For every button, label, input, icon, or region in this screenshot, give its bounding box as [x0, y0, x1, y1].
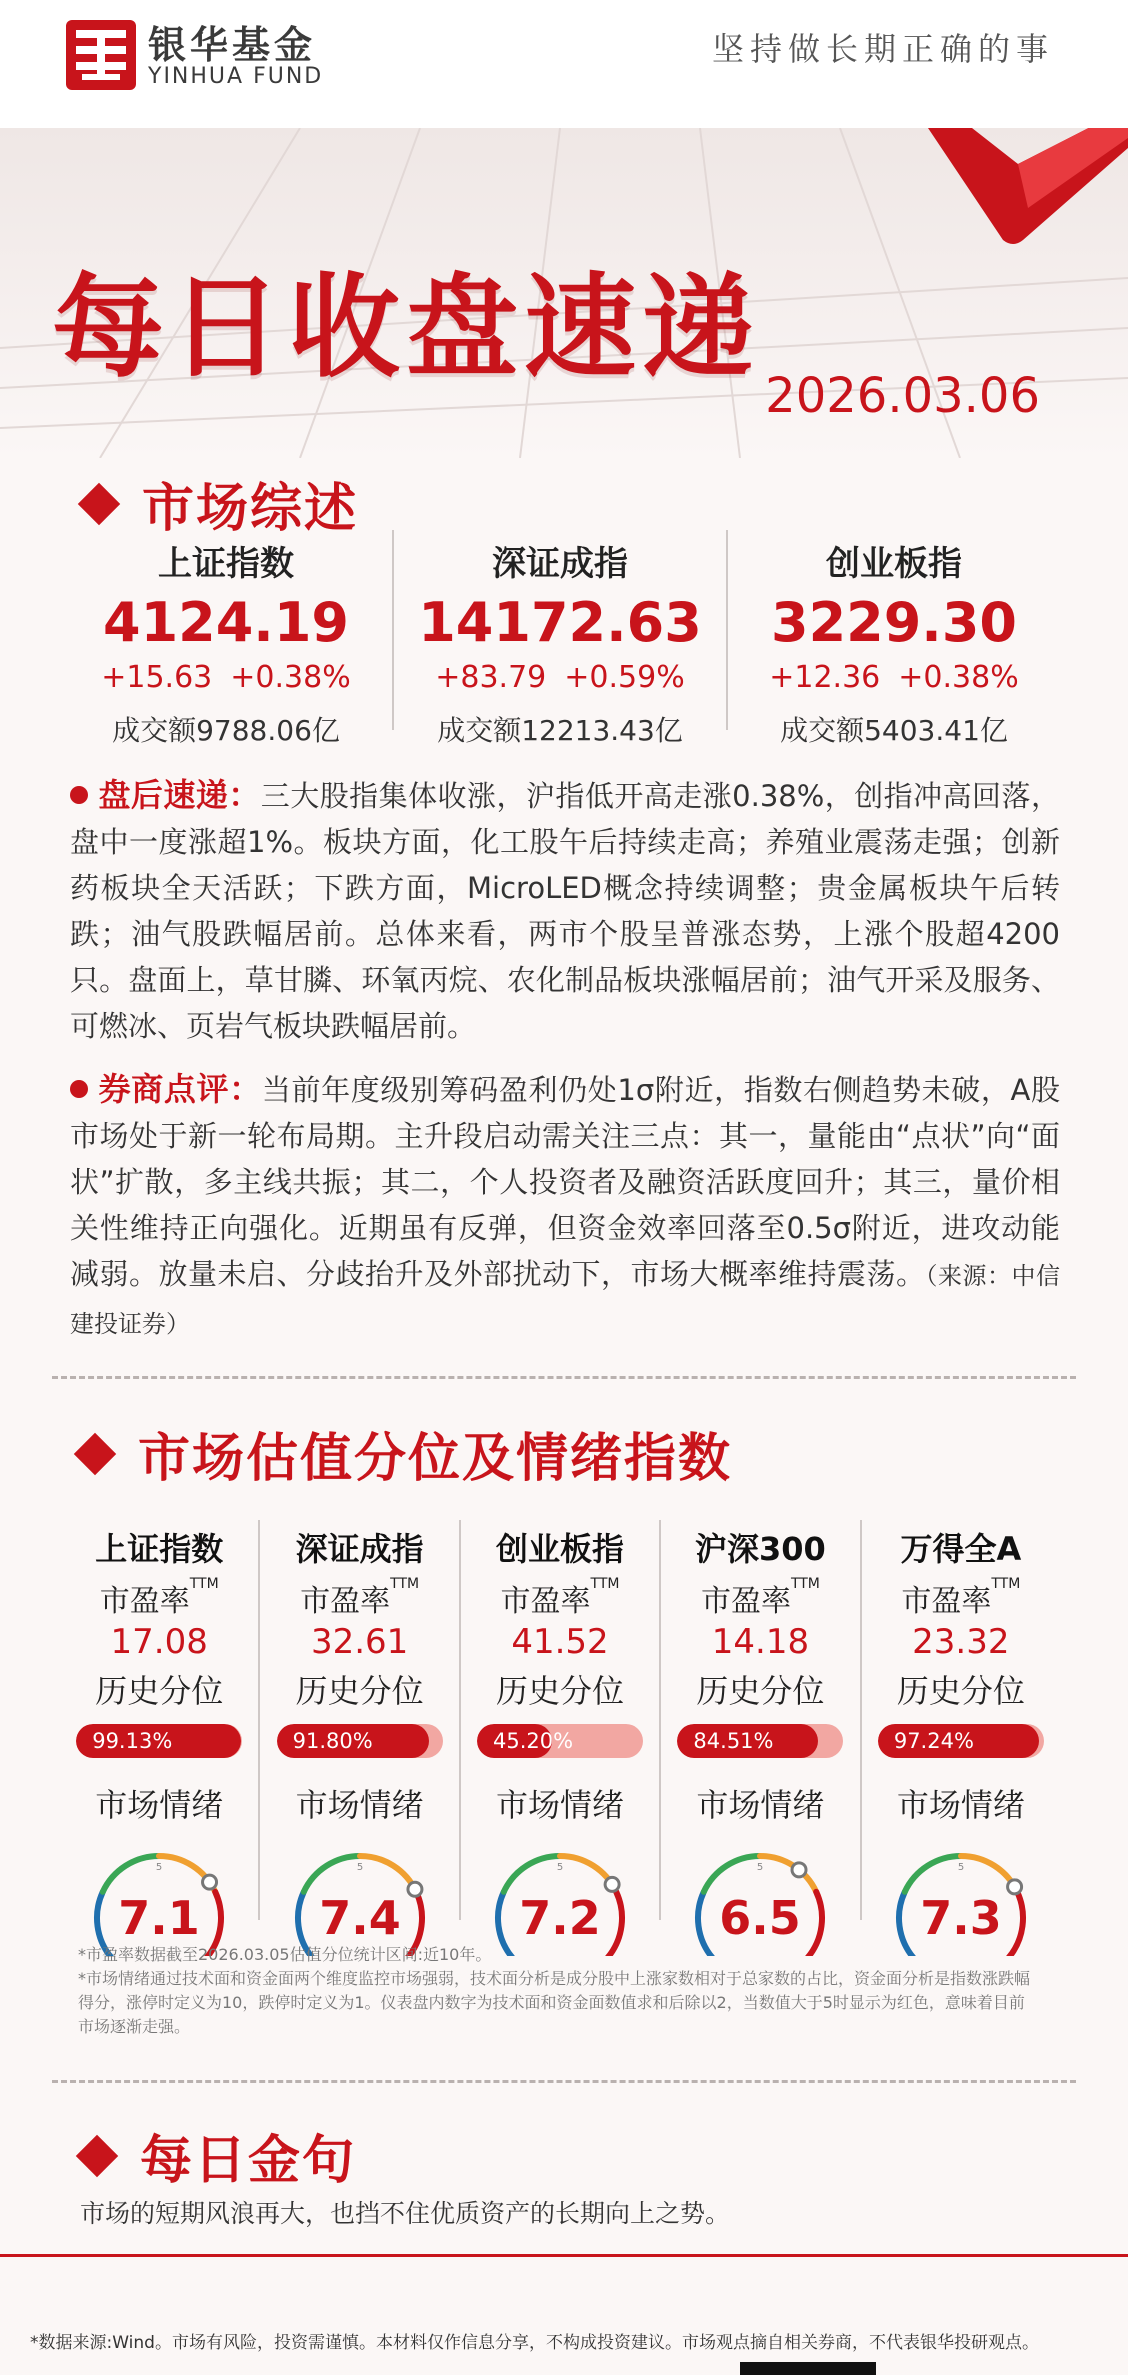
gauge-arc-mid-low: [704, 1856, 760, 1892]
gauge-arc-mid-low: [504, 1856, 560, 1892]
gauge-pointer: [408, 1882, 422, 1896]
pe-label: [260, 1576, 458, 1620]
percentile-value: 91.80%: [292, 1729, 373, 1753]
index-volume: 成交额12213.43亿: [437, 714, 683, 747]
valuation-index-name: 沪深300: [695, 1530, 826, 1568]
brand-name-en: YINHUA FUND: [148, 64, 324, 89]
valuation-card: [860, 1520, 1060, 1945]
sentiment-label: 市场情绪: [295, 1786, 424, 1824]
section-quote-heading: [82, 2118, 356, 2193]
pe-label: [661, 1576, 859, 1620]
pe-label-text: 市盈率: [700, 1584, 791, 1619]
index-card: [392, 530, 726, 747]
bullet-icon: [70, 786, 88, 804]
section-divider: [52, 1376, 1076, 1379]
sentiment-value: 7.4: [318, 1891, 401, 1945]
note-line: *市场情绪通过技术面和资金面两个维度监控市场强弱，技术面分析是成分股中上涨家数相对于总家数的占比，资金面分析是指数涨跌幅得分，涨停时定义为10，跌停时定义为1。仪表盘内数字为技术面和资金面数值求和后除以2，当数值大于5时显示为红色，意味着目前市场逐渐走强。: [78, 1969, 1031, 2036]
sentiment-gauge: [480, 1838, 640, 1956]
sentiment-label: 市场情绪: [696, 1786, 825, 1824]
note-line: *市盈率数据截至2026.03.05估值分位统计区间:近10年。: [78, 1945, 492, 1964]
gauge-pointer: [605, 1877, 619, 1891]
valuation-notes: [78, 1943, 1038, 2039]
broker-comment-source: （来源：中信建投证券）: [70, 1262, 1060, 1338]
pe-ttm-superscript: TTM: [390, 1576, 420, 1592]
percentile-value: 99.13%: [92, 1729, 173, 1753]
percentile-bar: [477, 1724, 643, 1758]
gauge-arc-mid-high: [760, 1856, 816, 1892]
percentile-bar: [277, 1724, 443, 1758]
history-percentile-label: 历史分位: [95, 1672, 224, 1710]
broker-comment: [70, 1066, 1060, 1347]
pe-value: 14.18: [711, 1622, 810, 1662]
after-market-summary: [70, 772, 1060, 1049]
sentiment-gauge: [79, 1838, 239, 1956]
gauge-arc-mid-low: [905, 1856, 961, 1892]
index-value: 14172.63: [418, 591, 702, 654]
pe-label-text: 市盈率: [99, 1584, 190, 1619]
valuation-table: [60, 1520, 1060, 1945]
index-value: 4124.19: [103, 591, 349, 654]
gauge-mid-label: 5: [957, 1862, 965, 1873]
gauge-mid-label: 5: [556, 1862, 564, 1873]
index-change-pct: +0.59%: [564, 660, 685, 695]
index-card: [60, 530, 392, 747]
index-value: 3229.30: [771, 591, 1017, 654]
bottom-decoration: [740, 2362, 876, 2375]
valuation-index-name: 上证指数: [95, 1530, 224, 1568]
pe-ttm-superscript: TTM: [991, 1576, 1021, 1592]
percentile-value: 45.20%: [493, 1729, 574, 1753]
index-change-pct: +0.38%: [898, 660, 1019, 695]
sentiment-value: 7.3: [920, 1891, 1002, 1945]
brand-name-cn: 银华基金: [148, 23, 317, 67]
footer-divider: [0, 2254, 1128, 2257]
section-divider: [52, 2080, 1076, 2083]
sentiment-value: 6.5: [719, 1891, 802, 1945]
sentiment-gauge: [881, 1838, 1041, 1956]
pe-label: [60, 1576, 258, 1620]
section-title: 每日金句: [140, 2131, 357, 2191]
gauge-mid-label: 5: [356, 1862, 363, 1873]
index-change-points: +12.36: [769, 660, 881, 695]
sentiment-label: 市场情绪: [496, 1786, 625, 1824]
sentiment-label: 市场情绪: [896, 1786, 1025, 1824]
brand-slogan: 坚持做长期正确的事: [711, 30, 1054, 68]
history-percentile-label: 历史分位: [896, 1672, 1025, 1710]
gauge-mid-label: 5: [156, 1862, 163, 1873]
pe-label-text: 市盈率: [500, 1584, 591, 1619]
history-percentile-label: 历史分位: [696, 1672, 825, 1710]
index-name: 上证指数: [158, 544, 294, 584]
gauge-pointer: [792, 1863, 806, 1877]
daily-quote: 市场的短期风浪再大，也挡不住优质资产的长期向上之势。: [80, 2199, 731, 2228]
pe-ttm-superscript: TTM: [790, 1576, 820, 1592]
pe-value: 32.61: [310, 1622, 409, 1662]
percentile-value: 84.51%: [693, 1729, 774, 1753]
pe-label-text: 市盈率: [901, 1584, 992, 1619]
percentile-bar: [76, 1724, 242, 1758]
sentiment-gauge: [680, 1838, 840, 1956]
after-market-text: 三大股指集体收涨，沪指低开高走涨0.38%，创指冲高回落，盘中一度涨超1%。板块方面，化工股午后持续走高；养殖业震荡走强；创新药板块全天活跃；下跌方面，MicroLED概念持续调整；贵金属板块午后转跌；油气股跌幅居前。总体来看，两市个股呈普涨态势，上涨个股超4200只。盘面上，草甘膦、环氧丙烷、农化制品板块涨幅居前；油气开采及服务、可燃冰、页岩气板块跌幅居前。: [70, 779, 1060, 1043]
index-summary-row: [60, 530, 1060, 747]
sentiment-label: 市场情绪: [95, 1786, 224, 1824]
valuation-card: [459, 1520, 659, 1945]
gauge-arc-mid-low: [103, 1856, 159, 1892]
broker-comment-label: 券商点评：: [98, 1070, 262, 1108]
index-change-pct: +0.38%: [230, 660, 351, 695]
index-change: [60, 660, 392, 695]
index-name: 创业板指: [826, 544, 962, 584]
valuation-card: [258, 1520, 458, 1945]
percentile-bar: [878, 1724, 1044, 1758]
sentiment-gauge: [280, 1838, 440, 1956]
pe-value: 23.32: [912, 1622, 1010, 1662]
valuation-index-name: 深证成指: [295, 1530, 424, 1568]
hero-banner: [0, 128, 1128, 458]
percentile-bar: [677, 1724, 843, 1758]
diamond-icon: [78, 482, 120, 524]
index-volume: 成交额9788.06亿: [112, 714, 340, 747]
valuation-card: [659, 1520, 859, 1945]
after-market-label: 盘后速递：: [98, 776, 261, 814]
gauge-pointer: [1007, 1880, 1021, 1894]
gauge-pointer: [203, 1875, 217, 1889]
index-volume: 成交额5403.41亿: [780, 714, 1008, 747]
section-valuation-heading: [80, 1416, 732, 1491]
report-date: 2026.03.06: [765, 368, 1040, 424]
gauge-arc-mid-low: [303, 1856, 359, 1892]
index-change-points: +83.79: [435, 660, 547, 695]
pe-value: 41.52: [511, 1622, 609, 1662]
pe-label: [461, 1576, 659, 1620]
page-title: 每日收盘速递: [52, 263, 760, 393]
sentiment-value: 7.2: [519, 1891, 601, 1945]
valuation-index-name: 创业板指: [496, 1530, 625, 1568]
index-change: [728, 660, 1060, 695]
valuation-index-name: 万得全A: [900, 1530, 1022, 1568]
sentiment-value: 7.1: [118, 1891, 200, 1945]
valuation-card: [60, 1520, 258, 1945]
diamond-icon: [74, 1432, 116, 1474]
bullet-icon: [70, 1080, 88, 1098]
percentile-value: 97.24%: [893, 1729, 974, 1753]
pe-label: [862, 1576, 1060, 1620]
pe-label-text: 市盈率: [300, 1584, 391, 1619]
index-card: [726, 530, 1060, 747]
section-title: 市场综述: [142, 479, 359, 539]
footer-disclaimer: *数据来源:Wind。市场有风险，投资需谨慎。本材料仅作信息分享，不构成投资建议。市场观点摘自相关券商，不代表银华投研观点。: [30, 2333, 1039, 2353]
red-checkmark-icon: [888, 128, 1128, 258]
history-percentile-label: 历史分位: [496, 1672, 625, 1710]
section-title: 市场估值分位及情绪指数: [138, 1429, 733, 1489]
broker-comment-text: 当前年度级别筹码盈利仍处1σ附近，指数右侧趋势未破，A股市场处于新一轮布局期。主升段启动需关注三点：其一，量能由“点状”向“面状”扩散，多主线共振；其二，个人投资者及融资活跃度回升；其三，量价相关性维持正向强化。近期虽有反弹，但资金效率回落至0.5σ附近，进攻动能减弱。放量未启、分歧抬升及外部扰动下，市场大概率维持震荡。: [70, 1073, 1060, 1291]
pe-ttm-superscript: TTM: [189, 1576, 219, 1592]
pe-value: 17.08: [110, 1622, 208, 1662]
diamond-icon: [76, 2134, 118, 2176]
index-change-points: +15.63: [101, 660, 213, 695]
gauge-mid-label: 5: [757, 1862, 764, 1873]
history-percentile-label: 历史分位: [295, 1672, 424, 1710]
pe-ttm-superscript: TTM: [590, 1576, 620, 1592]
yinhua-logo-icon: [66, 20, 136, 90]
index-change: [394, 660, 726, 695]
header-bar: [0, 0, 1128, 128]
index-name: 深证成指: [492, 544, 628, 584]
